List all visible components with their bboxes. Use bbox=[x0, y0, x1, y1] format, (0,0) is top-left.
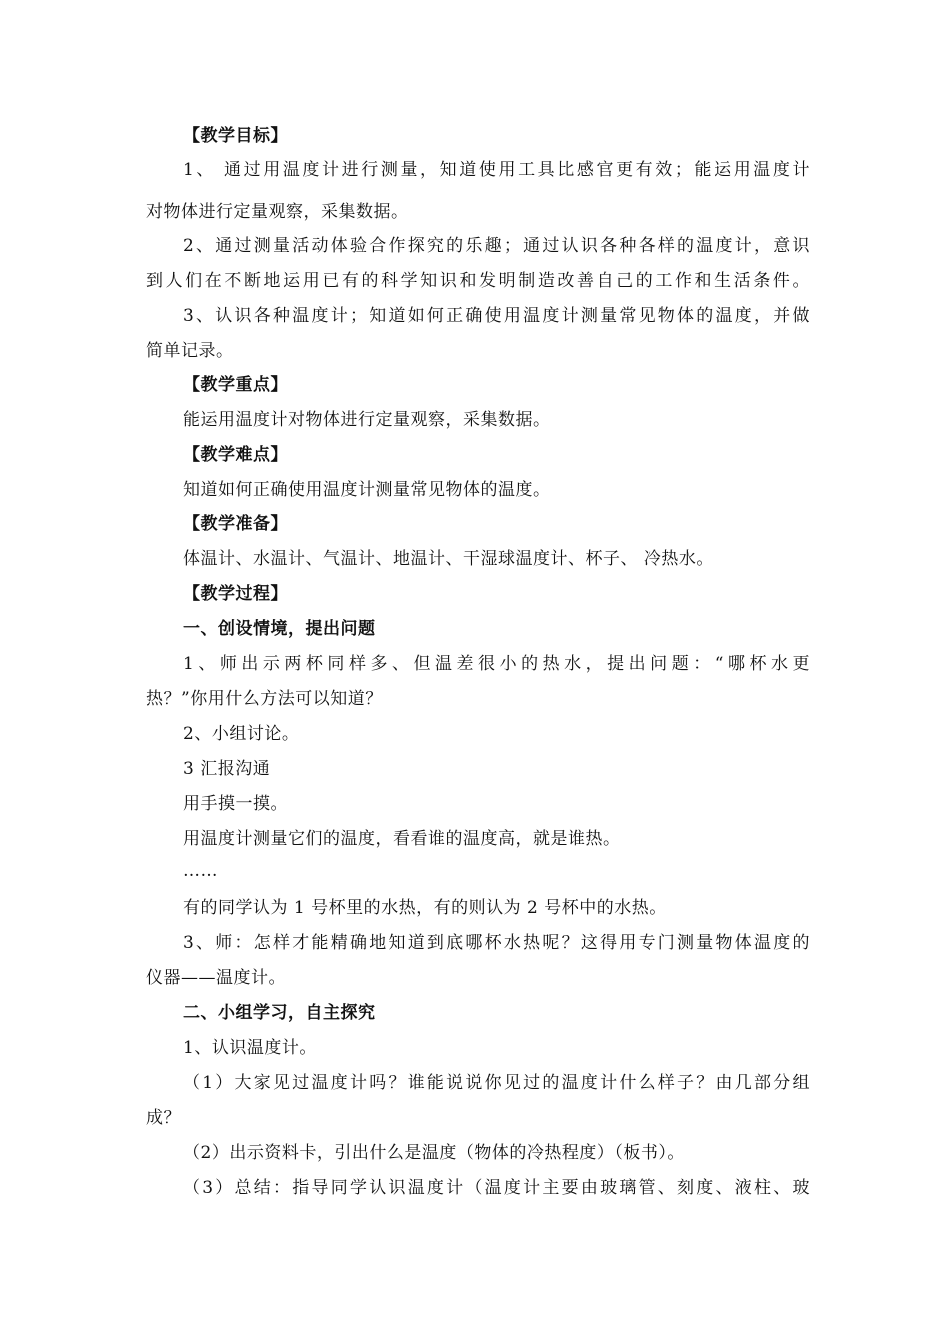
step-2-1: 1、认识温度计。 bbox=[183, 1038, 317, 1058]
step-1-1-line-1: 1、师出示两杯同样多、但温差很小的热水，提出问题：“哪杯水更 bbox=[183, 654, 810, 674]
report-measure: 用温度计测量它们的温度，看看谁的温度高，就是谁热。 bbox=[183, 829, 621, 849]
step-1-3: 3 汇报沟通 bbox=[183, 759, 271, 779]
goal-2-line-2: 到人们在不断地运用已有的科学知识和发明制造改善自己的工作和生活条件。 bbox=[146, 271, 810, 291]
step-1-2: 2、小组讨论。 bbox=[183, 724, 300, 744]
step-2-1-1-line-1: （1）大家见过温度计吗？谁能说说你见过的温度计什么样子？由几部分组 bbox=[183, 1073, 810, 1093]
key-points-text: 能运用温度计对物体进行定量观察，采集数据。 bbox=[183, 410, 551, 430]
goal-2-line-1: 2、通过测量活动体验合作探究的乐趣；通过认识各种各样的温度计，意识 bbox=[183, 236, 810, 256]
step-2-1-2: （2）出示资料卡，引出什么是温度（物体的冷热程度）（板书）。 bbox=[183, 1143, 685, 1163]
goal-1-line-1: 1、 通过用温度计进行测量，知道使用工具比感官更有效；能运用温度计 bbox=[183, 160, 810, 180]
section-2-title: 二、小组学习，自主探究 bbox=[183, 1003, 376, 1023]
preparation-text: 体温计、水温计、气温计、地温计、干湿球温度计、杯子、 冷热水。 bbox=[183, 549, 714, 569]
goal-1-line-2: 对物体进行定量观察，采集数据。 bbox=[146, 202, 409, 222]
goal-3-line-2: 简单记录。 bbox=[146, 341, 234, 361]
heading-difficulties: 【教学难点】 bbox=[183, 445, 288, 465]
step-2-1-3: （3）总结：指导同学认识温度计（温度计主要由玻璃管、刻度、液柱、玻 bbox=[183, 1178, 810, 1198]
step-1-4-line-2: 仪器——温度计。 bbox=[146, 968, 286, 988]
report-touch: 用手摸一摸。 bbox=[183, 794, 288, 814]
report-ellipsis: …… bbox=[183, 861, 218, 881]
report-opinion: 有的同学认为 1 号杯里的水热，有的则认为 2 号杯中的水热。 bbox=[183, 898, 667, 918]
step-2-1-1-line-2: 成？ bbox=[146, 1108, 181, 1128]
heading-preparation: 【教学准备】 bbox=[183, 514, 288, 534]
heading-key-points: 【教学重点】 bbox=[183, 375, 288, 395]
difficulties-text: 知道如何正确使用温度计测量常见物体的温度。 bbox=[183, 480, 551, 500]
goal-3-line-1: 3、认识各种温度计；知道如何正确使用温度计测量常见物体的温度，并做 bbox=[183, 306, 810, 326]
heading-teaching-process: 【教学过程】 bbox=[183, 584, 288, 604]
step-1-1-line-2: 热？”你用什么方法可以知道？ bbox=[146, 689, 383, 709]
heading-teaching-goals: 【教学目标】 bbox=[183, 126, 288, 146]
step-1-4-line-1: 3、师：怎样才能精确地知道到底哪杯水热呢？这得用专门测量物体温度的 bbox=[183, 933, 810, 953]
section-1-title: 一、创设情境，提出问题 bbox=[183, 619, 376, 639]
